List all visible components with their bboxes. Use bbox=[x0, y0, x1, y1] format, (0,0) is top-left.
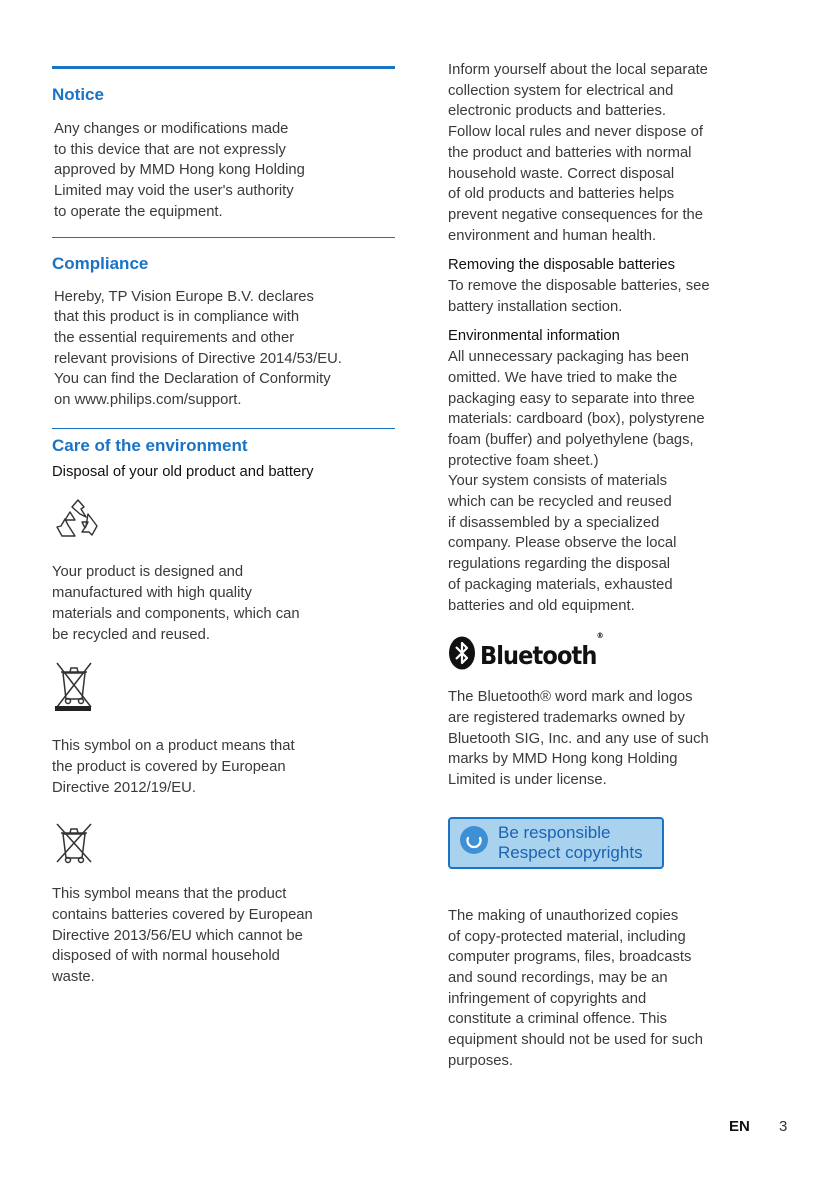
notice-rule bbox=[52, 66, 395, 69]
environmental-info-body: All unnecessary packaging has been omitted. We have tried to make the packaging easy to separate into three materials: cardboard (box), polystyrene foam (buffer) and polyethylene (bags, protective foam sheet.) Your system consists of materials which can be recycled and reused if disassembled by a specialized company. Please observe the local regulations regarding the disposal of packaging materials, exhausted batteries and old equipment. bbox=[448, 349, 705, 614]
be-responsible-text bbox=[498, 823, 643, 863]
copyright-warning-text: The making of unauthorized copies of copy-protected material, including computer programs, files, broadcasts and sound recordings, may be an infringement of copyrights and constitute a criminal offence. This equipment should not be used for such purposes. bbox=[448, 907, 704, 1069]
compliance-body: Hereby, TP Vision Europe B.V. declares that this product is in compliance with the essential requirements and other relevant provisions of Directive 2014/53/EU. You can find the Declaration of Conformity on www.philips.com/support. bbox=[54, 288, 342, 409]
footer-page-number: 3 bbox=[779, 1118, 788, 1135]
recycle-text: Your product is designed and manufactured with high quality materials and components, which can be recycled and reused. bbox=[52, 564, 300, 643]
footer-language: EN bbox=[729, 1118, 750, 1135]
battery-text: This symbol means that the product contains batteries covered by European Directive 2013/56/EU which cannot be disposed of with normal household waste. bbox=[52, 886, 313, 986]
recycle-icon bbox=[53, 498, 395, 547]
disposal-subheading: Disposal of your old product and battery bbox=[52, 463, 314, 480]
left-column bbox=[52, 66, 395, 988]
bluetooth-trademark-text: The Bluetooth® word mark and logos are registered trademarks owned by Bluetooth SIG, Inc. and any use of such marks by MMD Hong kong Holding Limited is under license. bbox=[448, 689, 709, 789]
be-responsible-line2: Respect copyrights bbox=[498, 842, 643, 862]
environment-rule bbox=[52, 428, 395, 429]
removing-batteries-heading: Removing the disposable batteries bbox=[448, 257, 676, 274]
environmental-info-heading: Environmental information bbox=[448, 328, 620, 345]
compliance-rule bbox=[52, 237, 395, 238]
be-responsible-line1: Be responsible bbox=[498, 822, 611, 842]
collection-info-text: Inform yourself about the local separate collection system for electrical and electronic products and batteries. Follow local rules and never dispose of the product and batteries with normal household waste. Correct disposal of old products and batteries helps prevent negative consequences for the environment and human health. bbox=[448, 62, 708, 244]
environment-heading: Care of the environment bbox=[52, 435, 248, 455]
notice-heading: Notice bbox=[52, 85, 104, 104]
bluetooth-rune-icon bbox=[448, 636, 476, 675]
bluetooth-logo bbox=[448, 631, 746, 675]
weee-text: This symbol on a product means that the product is covered by European Directive 2012/19/EU. bbox=[52, 738, 295, 796]
be-responsible-badge bbox=[448, 817, 664, 869]
power-circle-icon bbox=[459, 825, 489, 860]
weee-crossed-bin-icon bbox=[53, 659, 395, 716]
notice-body: Any changes or modifications made to this device that are not expressly approved by MMD Hong kong Holding Limited may void the user's authority to operate the equipment. bbox=[54, 121, 305, 220]
compliance-heading: Compliance bbox=[52, 253, 149, 273]
removing-batteries-body: To remove the disposable batteries, see battery installation section. bbox=[448, 278, 710, 315]
right-column bbox=[448, 60, 746, 1071]
battery-crossed-bin-icon bbox=[53, 822, 395, 869]
bluetooth-wordmark: Bluetooth® bbox=[480, 631, 603, 671]
